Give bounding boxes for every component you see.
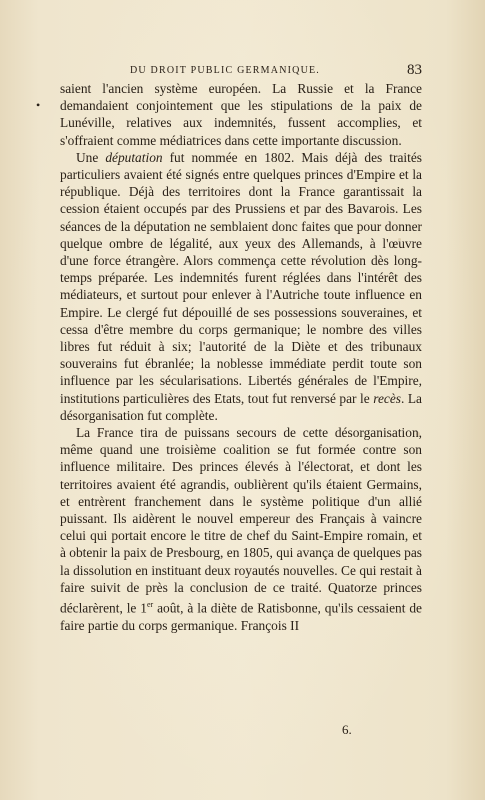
paragraph-2-text: . La désorganisation fut complète.: [60, 390, 422, 423]
page-header: [60, 62, 422, 78]
paragraph-2-text: Une: [76, 149, 106, 165]
paragraph-2-text: fut nommée en 1802. Mais déjà des traités particuliers avaient été signés entre quelques princes d'Empire et la république. Déjà des territoires dont la France garantissait la cession étaient occupés par des Prussiens et par des Bavarois. Les séances de la députation ne semblaient donc faites que pour donner quelque ombre de légalité, aux yeux des Allemands, à l'œuvre d'une force étrangère. Alors commença cette révolution dès long-temps préparée. Les indemnités furent réglées dans l'intérêt des médiateurs, et surtout pour enlever à l'Autriche toute influence en Empire. Le clergé fut dépouillé de ses possessions souveraines, et cessa d'être membre du corps germanique; le nombre des villes libres fut réduit à six; l'autorité de la Diète et des tribunaux souverains fut ébranlée; la noblesse immédiate perdit toute son influence par les sécularisations. Libertés générales de l'Empire, institutions particulières des Etats, tout fut renversé par le: [60, 149, 422, 406]
body-text: [60, 80, 422, 634]
paragraph-2-italic-reces: recès: [373, 390, 401, 406]
paragraph-3-date-number: 1: [140, 600, 147, 616]
running-title: DU DROIT PUBLIC GERMANIQUE.: [130, 65, 320, 76]
paragraph-1-text: saient l'ancien système européen. La Russie et la France demandaient conjointement que les stipulations de la paix de Lunéville, relatives aux indemnités, fussent accomplies, et s'offraient comme médiatrices dans cette importante discussion.: [60, 81, 422, 148]
paragraph-2-italic-deputation: députation: [105, 149, 163, 165]
page-number: 83: [407, 62, 422, 78]
paragraph-3-superscript: er: [146, 600, 154, 610]
paragraph-2: [60, 149, 422, 424]
signature-mark: 6.: [342, 722, 352, 737]
paragraph-3-text: août, à la diète de Ratisbonne, qu'ils cessaient de faire partie du corps germanique. François II: [60, 600, 422, 633]
paragraph-3-text: La France tira de puissans secours de cette désorganisation, même quand une troisième coalition se fut formée contre son influence militaire. Des princes élevés à l'électorat, et dont les territoires avaient été agrandis, oublièrent qu'ils étaient Germains, et entrèrent franchement dans le système politique d'un allié puissant. Ils aidèrent le nouvel empereur des Français à vaincre celui qui portait encore le titre de chef du Saint-Empire romain, et à obtenir la paix de Presbourg, en 1805, qui avança de quelques pas la dissolution en instituant deux royautés nouvelles. Ce qui restait à faire suivit de près la conclusion de ce traité. Quatorze princes déclarèrent, le: [60, 425, 422, 616]
margin-mark: •: [36, 98, 41, 112]
paragraph-1: [60, 80, 422, 149]
paragraph-3: [60, 424, 422, 634]
